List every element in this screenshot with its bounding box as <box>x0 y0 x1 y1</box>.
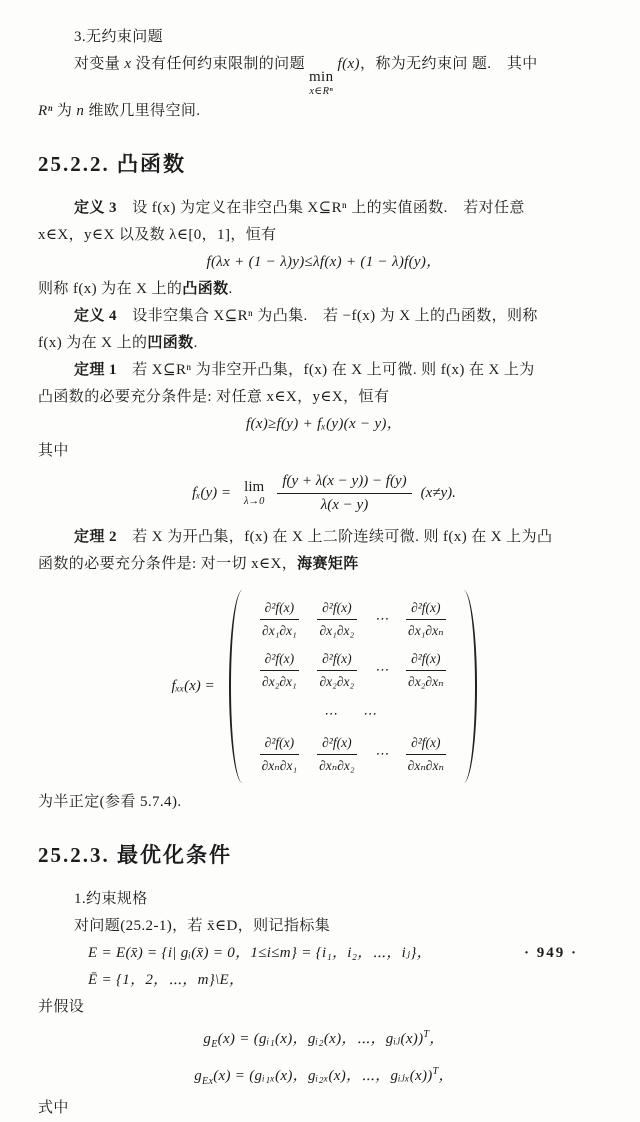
section-heading-25-2-3: 25.2.3. 最优化条件 <box>38 843 232 868</box>
definition-4-line1 <box>38 303 610 330</box>
cell-numerator: ∂²f(x) <box>260 735 299 755</box>
g-tail: ， <box>429 1031 445 1048</box>
g-body: (x) = (gᵢ₁(x)，gᵢ₂(x)，⋯，gᵢⱼ(x)) <box>217 1031 424 1048</box>
g-subscript: E <box>211 1039 218 1051</box>
cell-denominator: ∂x₁∂x₂ <box>319 622 355 638</box>
cell-numerator: ∂²f(x) <box>317 600 356 620</box>
term-hessian-matrix: 海赛矩阵 <box>297 556 359 572</box>
definition-4-label: 定义 4 <box>74 307 117 324</box>
definition-3-line3 <box>38 276 610 303</box>
text-run: 若 X⊆Rⁿ 为非空开凸集，f(x) 在 X 上可微. 则 f(x) 在 X 上为 <box>116 361 535 378</box>
cell-denominator: ∂xₙ∂xₙ <box>407 757 444 773</box>
matrix-cell <box>260 651 299 689</box>
right-parenthesis <box>462 590 477 783</box>
min-operator <box>309 70 334 98</box>
var-rn: Rⁿ <box>38 102 53 119</box>
directional-derivative-formula <box>38 473 610 515</box>
limit-lhs: fₓ(y) = <box>192 484 232 501</box>
semidefinite-note: 为半正定(参看 5.7.4). <box>38 794 182 811</box>
g-Ex-vector-equation <box>38 1058 610 1095</box>
assume-label: 并假设 <box>38 999 85 1016</box>
matrix-cell <box>317 600 356 638</box>
text-run: 若 X 为开凸集，f(x) 在 X 上二阶连续可微. 则 f(x) 在 X 上为凸 <box>116 529 553 545</box>
g-subscript: Ex <box>202 1076 214 1088</box>
definition-4-line2 <box>38 330 610 357</box>
lim-op: lim <box>244 478 265 495</box>
matrix-cell <box>406 600 445 638</box>
var-n: n <box>76 102 85 119</box>
matrix-middle-dots: ⋯ ⋯ <box>323 706 382 722</box>
cell-denominator: ∂xₙ∂x₁ <box>261 757 298 773</box>
hessian-matrix-equation <box>38 590 610 783</box>
cell-numerator: ∂²f(x) <box>317 651 356 671</box>
g-base: g <box>203 1031 212 1048</box>
left-parenthesis <box>229 590 244 783</box>
theorem-2-line2 <box>38 551 610 578</box>
matrix-cell <box>406 735 445 773</box>
definition-3-label: 定义 3 <box>74 199 117 216</box>
transpose-superscript: T <box>423 1029 430 1041</box>
matrix-cell <box>406 651 445 689</box>
matrix-cell <box>260 600 299 638</box>
cell-numerator: ∂²f(x) <box>260 600 299 620</box>
g-base: g <box>194 1068 203 1085</box>
unconstrained-paragraph-line1 <box>38 51 610 98</box>
cell-denominator: ∂x₂∂x₁ <box>262 673 297 689</box>
fx-term: f(x) <box>337 56 360 72</box>
unconstrained-paragraph-line2 <box>38 98 610 125</box>
text-run: ，称为无约束问 题. 其中 <box>359 56 538 72</box>
difference-quotient-fraction <box>277 473 411 515</box>
ellipsis: ⋯ <box>374 746 389 762</box>
matrix-cell <box>260 735 299 773</box>
theorem-1-label: 定理 1 <box>74 361 117 378</box>
g-E-vector-equation <box>38 1021 610 1058</box>
text-run: . <box>228 280 233 297</box>
ellipsis: ⋯ <box>374 662 389 678</box>
cell-denominator: ∂x₁∂x₁ <box>262 622 297 638</box>
where-label-1: 其中 <box>38 442 69 459</box>
matrix-cell <box>317 651 356 689</box>
text-run: 为 <box>52 102 77 119</box>
g-tail: ， <box>438 1068 454 1085</box>
cell-numerator: ∂²f(x) <box>406 600 445 620</box>
fraction-numerator: f(y + λ(x − y)) − f(y) <box>277 473 411 494</box>
theorem-2-label: 定理 2 <box>74 529 117 545</box>
limit-condition: (x≠y). <box>420 484 456 501</box>
var-x: x <box>124 56 132 72</box>
gradient-inequality-formula: f(x)≥f(y) + fₓ(y)(x − y)， <box>246 415 402 432</box>
cell-denominator: ∂xₙ∂x₂ <box>319 757 355 773</box>
complement-set-equation: Ē = {1，2，⋯，m}\E， <box>88 972 245 989</box>
g-body: (x) = (gᵢ₁ₓ(x)，gᵢ₂ₓ(x)，⋯，gᵢⱼₓ(x)) <box>213 1068 433 1085</box>
where-label-2: 式中 <box>38 1100 69 1117</box>
definition-3-line2: x∈X，y∈X 以及数 λ∈[0，1]，恒有 <box>38 226 277 243</box>
term-convex-function: 凸函数 <box>182 280 229 297</box>
index-set-equation: E = E(x̄) = {i| gᵢ(x̄) = 0，1≤i≤m} = {i₁，i₂，⋯，iⱼ}， <box>88 945 432 962</box>
text-run: f(x) 为在 X 上的 <box>38 334 148 351</box>
matrix-cell <box>317 735 356 773</box>
text-run: . <box>193 334 198 351</box>
term-concave-function: 凹函数 <box>147 334 194 351</box>
ellipsis: ⋯ <box>374 611 389 627</box>
transpose-superscript: T <box>432 1066 439 1078</box>
optimal-paragraph-line1: 对问题(25.2-1)，若 x̄∈D，则记指标集 <box>74 918 331 935</box>
item-1-constraint-qualification: 1.约束规格 <box>74 891 148 908</box>
definition-3-line1 <box>38 195 610 222</box>
convexity-inequality-formula: f(λx + (1 − λ)y)≤λf(x) + (1 − λ)f(y)， <box>206 253 442 270</box>
min-op: min <box>308 69 334 85</box>
hessian-matrix <box>248 590 458 783</box>
text-run: 维欧几里得空间. <box>84 102 201 119</box>
limit-operator <box>244 480 264 508</box>
text-run: 则称 f(x) 为在 X 上的 <box>38 280 183 297</box>
fraction-denominator: λ(x − y) <box>320 496 369 513</box>
text-run: 设非空集合 X⊆Rⁿ 为凸集. 若 −f(x) 为 X 上的凸函数，则称 <box>116 307 538 324</box>
text-run: 函数的必要充分条件是: 对一切 x∈X， <box>38 556 298 572</box>
cell-numerator: ∂²f(x) <box>260 651 299 671</box>
min-subscript: x∈Rⁿ <box>309 86 334 97</box>
text-run: 对变量 <box>74 56 125 72</box>
hessian-lhs: fₓₓ(x) = <box>171 678 215 695</box>
cell-denominator: ∂x₂∂xₙ <box>408 673 444 689</box>
lim-subscript: λ→0 <box>244 495 265 507</box>
theorem-1-line2: 凸函数的必要充分条件是: 对任意 x∈X，y∈X，恒有 <box>38 388 390 405</box>
text-run: 没有任何约束限制的问题 <box>131 56 305 72</box>
text-run: 设 f(x) 为定义在非空凸集 X⊆Rⁿ 上的实值函数. 若对任意 <box>116 199 525 216</box>
cell-denominator: ∂x₂∂x₂ <box>319 673 355 689</box>
page-number: · 949 · <box>523 945 578 961</box>
item-3-title: 3.无约束问题 <box>74 29 164 45</box>
cell-numerator: ∂²f(x) <box>317 735 356 755</box>
cell-denominator: ∂x₁∂xₙ <box>408 622 444 638</box>
cell-numerator: ∂²f(x) <box>406 735 445 755</box>
theorem-1-line1 <box>38 357 610 384</box>
section-heading-25-2-2: 25.2.2. 凸函数 <box>38 151 186 176</box>
theorem-2-line1 <box>38 524 610 551</box>
cell-numerator: ∂²f(x) <box>406 651 445 671</box>
